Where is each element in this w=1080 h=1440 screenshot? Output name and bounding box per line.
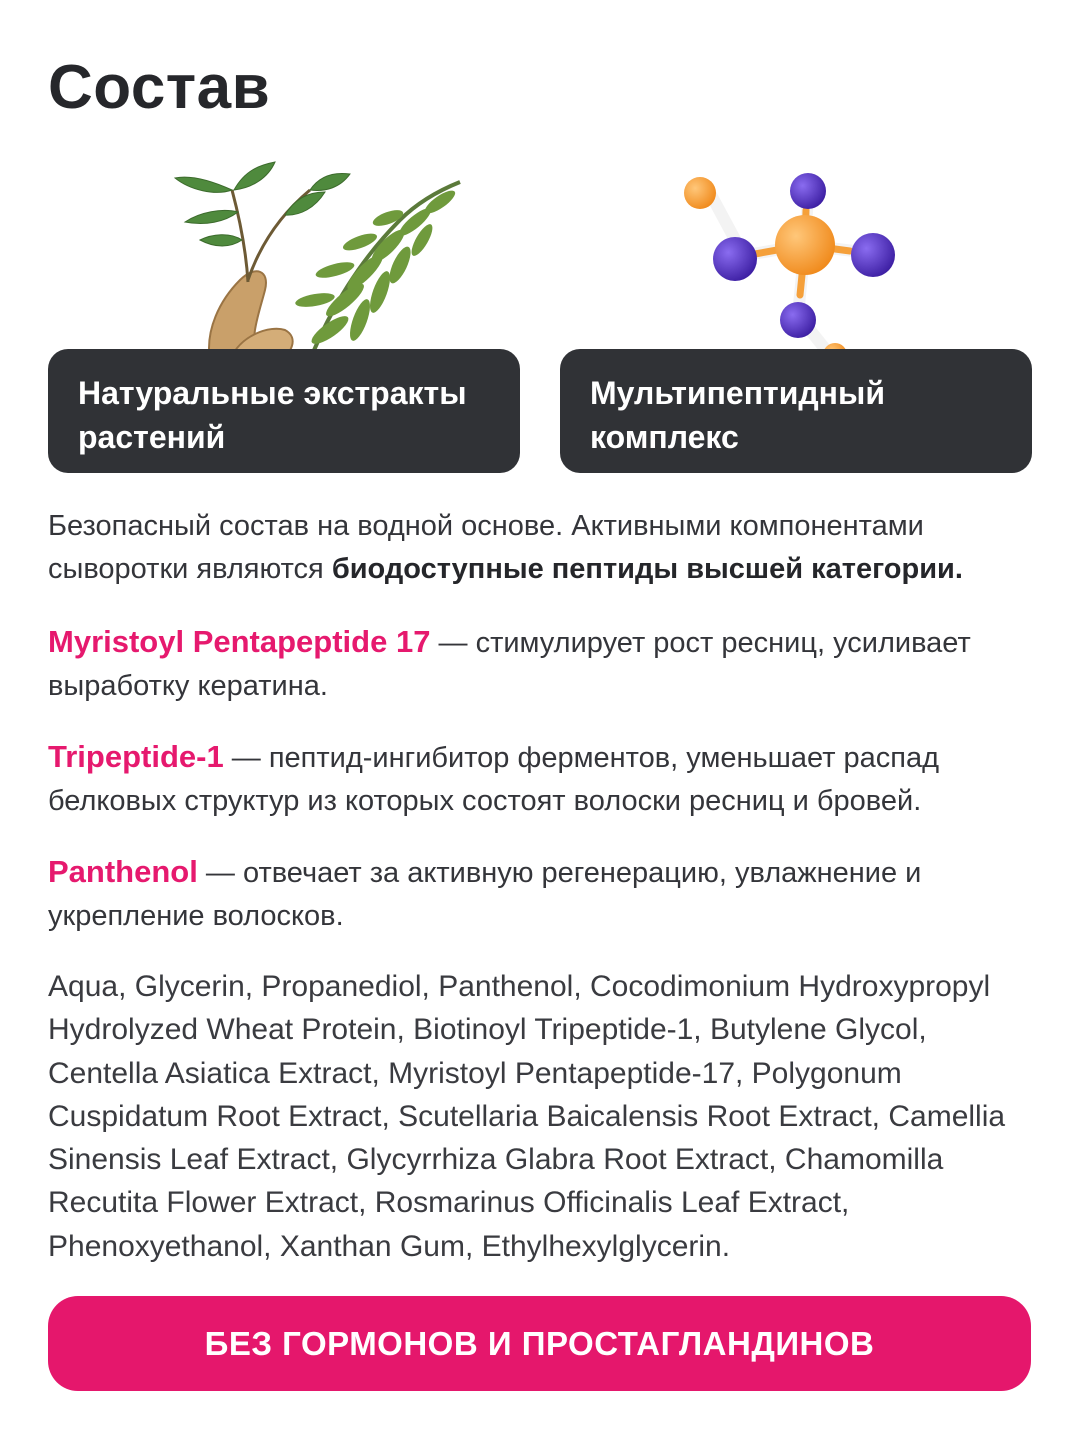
page-title: Состав: [48, 53, 271, 122]
juniper-sprig-icon: [294, 182, 460, 360]
ingredient-name: Myristoyl Pentapeptide 17: [48, 624, 431, 659]
ingredient-name: Panthenol: [48, 854, 198, 889]
intro-bold-text: биодоступные пептиды высшей категории.: [331, 553, 963, 585]
intro-paragraph: [48, 505, 1038, 591]
feature-card-multipeptide: [560, 349, 1032, 473]
feature-card-plant-extracts: [48, 349, 520, 473]
ingredient-description: — отвечает за активную регенерацию, увлажнение и укрепление волосков.: [48, 857, 922, 932]
inci-ingredient-list: Aqua, Glycerin, Propanediol, Panthenol, Cocodimonium Hydroxypropyl Hydrolyzed Wheat Protein, Biotinoyl Tripeptide-1, Butylene Glycol, Centella Asiatica Extract, Myristoyl Pentapeptide-17, Polygonum Cuspidatum Root Extract, Scutellaria Baicalensis Root Extract, Camellia Sinensis Leaf Extract, Glycyrrhiza Glabra Root Extract, Chamomilla Recutita Flower Extract, Rosmarinus Officinalis Leaf Extract, Phenoxyethanol, Xanthan Gum, Ethylhexylglycerin.: [48, 970, 1006, 1263]
feature-card-label: Мультипептидный комплекс: [590, 375, 885, 455]
feature-card-label: Натуральные экстракты растений: [78, 375, 467, 455]
ingredient-item: [48, 850, 1038, 938]
peptide-molecule-illustration: [670, 165, 930, 355]
ingredient-item: [48, 735, 1038, 823]
atom-orange-small: [684, 177, 716, 209]
plant-extracts-illustration: [160, 160, 480, 360]
ingredient-description: — пептид-ингибитор ферментов, уменьшает распад белковых структур из которых состоят волоски ресниц и бровей.: [48, 742, 940, 817]
intro-text: Безопасный состав на водной основе. Активными компонентами сыворотки являются: [48, 510, 924, 585]
leaves-icon: [175, 162, 350, 246]
ingredient-description: — стимулирует рост ресниц, усиливает выработку кератина.: [48, 627, 971, 702]
ingredient-item: [48, 620, 1038, 708]
ingredient-name: Tripeptide-1: [48, 739, 224, 774]
no-hormones-banner: [48, 1296, 1031, 1391]
banner-text: БЕЗ ГОРМОНОВ И ПРОСТАГЛАНДИНОВ: [204, 1324, 875, 1362]
